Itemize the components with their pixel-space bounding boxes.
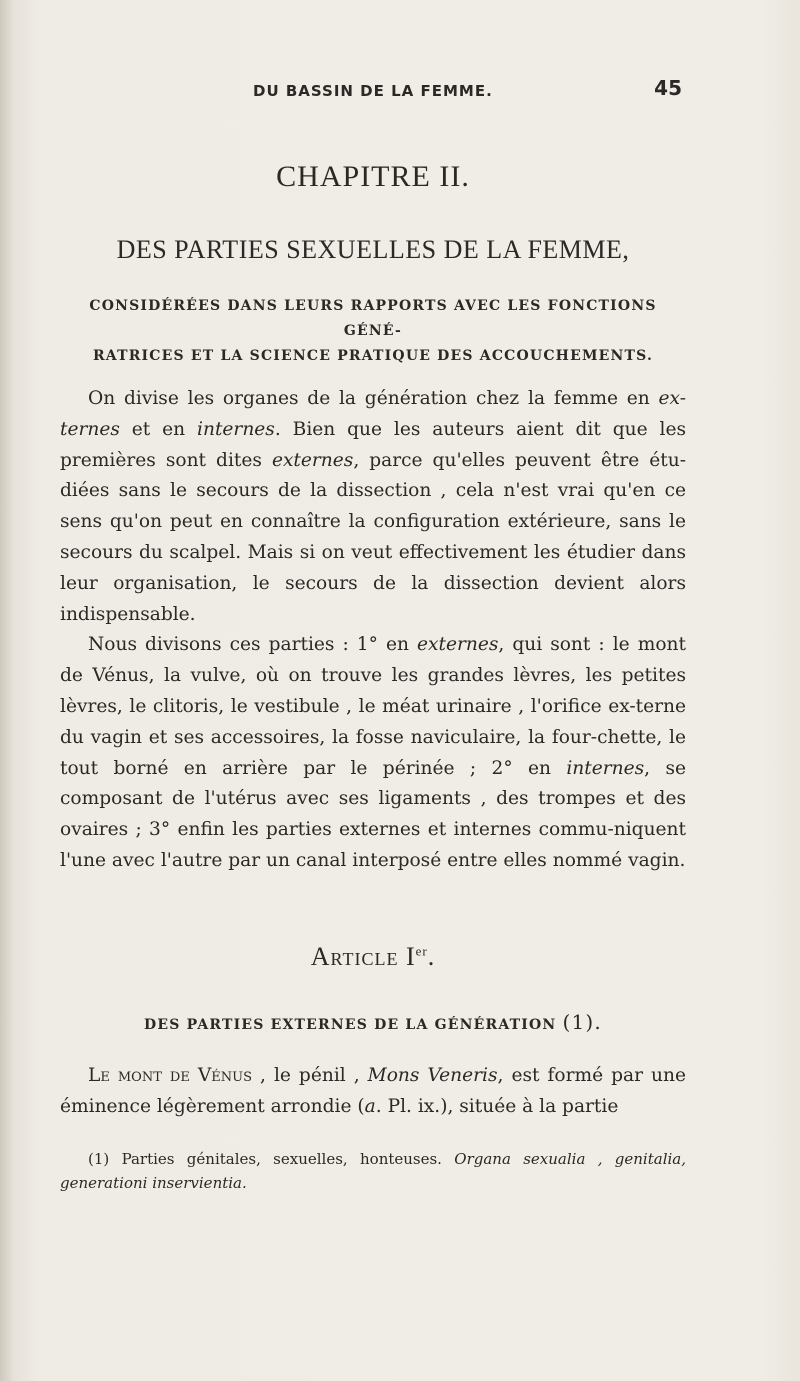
body-text bbox=[60, 384, 686, 877]
page-number: 45 bbox=[654, 76, 682, 100]
p3-lead: Le mont de Vénus bbox=[88, 1065, 252, 1086]
p2-italic-1: externes bbox=[417, 634, 499, 656]
section-subtitle-line2: RATRICES ET LA SCIENCE PRATIQUE DES ACCOUCHEMENTS. bbox=[92, 348, 654, 364]
p3-text-1: , le pénil , bbox=[252, 1065, 368, 1086]
body-text-2 bbox=[60, 1061, 686, 1123]
running-head-title: DU BASSIN DE LA FEMME. bbox=[253, 82, 493, 100]
footnote-italic: Organa sexualia , genitalia, generationi inservientia. bbox=[60, 1150, 686, 1192]
running-head bbox=[60, 76, 686, 106]
p1-text-3: . Bien que les auteurs aient dit que les premières sont dites bbox=[60, 418, 686, 471]
article-title-text: Article I bbox=[310, 942, 416, 971]
p3-italic-2: a bbox=[364, 1095, 376, 1117]
p3-italic-1: Mons Veneris bbox=[367, 1065, 498, 1086]
paragraph-3 bbox=[60, 1061, 686, 1123]
footnote-text-1: (1) Parties génitales, sexuelles, honteuses. bbox=[88, 1150, 455, 1168]
article-title-sup: er bbox=[415, 943, 428, 959]
footnote-text bbox=[60, 1147, 686, 1195]
section-subtitle bbox=[60, 294, 686, 369]
article-title bbox=[60, 942, 686, 972]
paragraph-1 bbox=[60, 384, 686, 630]
article-subtitle-text: DES PARTIES EXTERNES DE LA GÉNÉRATION bbox=[144, 1017, 557, 1033]
chapter-title: CHAPITRE II. bbox=[276, 160, 470, 193]
section-title: DES PARTIES SEXUELLES DE LA FEMME, bbox=[116, 235, 630, 264]
footnote bbox=[60, 1147, 686, 1195]
p2-italic-2: internes bbox=[566, 757, 645, 779]
article-title-end: . bbox=[427, 942, 436, 971]
p2-text-3: , se composant de l'utérus avec ses ligaments , des trompes et des ovaires ; 3° enfin les parties externes et internes commu-niquent l'une avec l'autre par un canal interposé entre elles nommé vagin. bbox=[60, 757, 686, 871]
p3-text-2: , est formé par une éminence légèrement arrondie ( bbox=[60, 1065, 686, 1117]
p1-italic-1: ex-ternes bbox=[60, 388, 686, 440]
p1-text-2: et en bbox=[119, 418, 198, 440]
p1-italic-2: internes bbox=[197, 418, 275, 440]
p3-text-3: . Pl. ix.), située à la partie bbox=[375, 1095, 619, 1117]
p2-text-2: , qui sont : le mont de Vénus, la vulve, où on trouve les grandes lèvres, les petites lèvres, le clitoris, le vestibule , le méat urinaire , l'orifice ex-terne du vagin et ses accessoires, la fosse naviculaire, la four-chette, le tout borné en arrière par le périnée ; 2° en bbox=[60, 634, 686, 779]
p1-text-4: , parce qu'elles peuvent être étu-diées sans le secours de la dissection , cela n'est vrai qu'en ce sens qu'on peut en connaître la configuration extérieure, sans le secours du scalpel. Mais si on veut effectivement les étudier dans leur organisation, le secours de la dissection devient alors indispensable. bbox=[60, 449, 686, 625]
paragraph-2 bbox=[60, 630, 686, 876]
footnote-ref: (1). bbox=[562, 1010, 602, 1034]
article-subtitle bbox=[60, 1010, 686, 1034]
section-subtitle-line1: CONSIDÉRÉES DANS LEURS RAPPORTS AVEC LES FONCTIONS GÉNÉ- bbox=[89, 298, 657, 339]
p2-text-1: Nous divisons ces parties : 1° en bbox=[88, 634, 417, 656]
p1-italic-3: externes bbox=[271, 449, 354, 471]
p1-text-1: On divise les organes de la génération chez la femme en bbox=[88, 388, 659, 409]
